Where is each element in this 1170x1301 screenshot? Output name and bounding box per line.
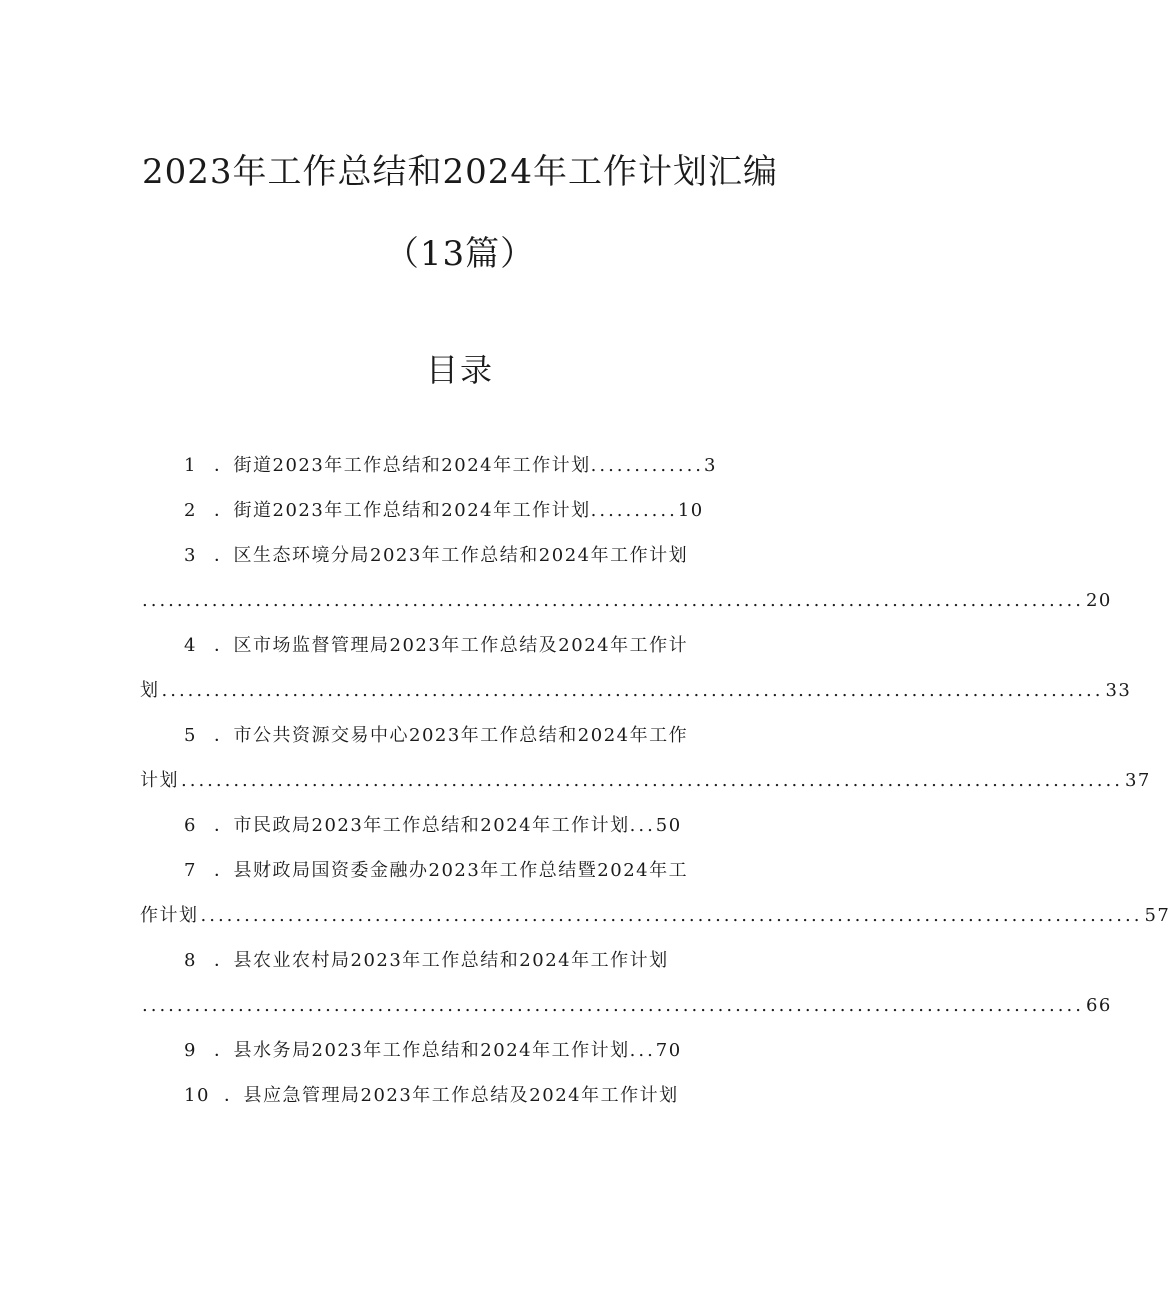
toc-entry-7-continuation[interactable]: [140, 903, 1170, 929]
toc-entry-page: 37: [1124, 770, 1151, 791]
toc-leader-dots: ............................................................................................................: [142, 995, 1084, 1016]
document-subtitle-count: （13篇）: [384, 234, 536, 274]
toc-entry-10[interactable]: [184, 1083, 679, 1109]
toc-entry-8-continuation[interactable]: [140, 993, 1112, 1019]
toc-entry-9[interactable]: [184, 1038, 682, 1064]
toc-entry-page: 57: [1144, 905, 1170, 926]
toc-entry-number: 10: [184, 1085, 210, 1106]
toc-entry-title: ．区市场监督管理局2023年工作总结及2024年工作计: [214, 635, 689, 656]
toc-entry-number: 6: [184, 815, 197, 836]
toc-entry-6[interactable]: [184, 813, 682, 839]
toc-entry-page: 20: [1085, 590, 1112, 611]
toc-entry-number: 4: [184, 635, 197, 656]
toc-entry-number: 3: [184, 545, 197, 566]
toc-entry-number: 5: [184, 725, 197, 746]
toc-entry-title: ．街道2023年工作总结和2024年工作计划: [214, 455, 591, 476]
toc-entry-page: 33: [1105, 680, 1132, 701]
toc-leader-dots: ............................................................................................................: [161, 680, 1104, 701]
toc-leader-dots: ............................................................................................................: [142, 590, 1084, 611]
toc-entry-title-cont: 划: [140, 680, 160, 701]
toc-entry-title: ．县财政局国资委金融办2023年工作总结暨2024年工: [214, 860, 689, 881]
toc-entry-title: ．市民政局2023年工作总结和2024年工作计划: [214, 815, 630, 836]
toc-entry-number: 1: [184, 455, 197, 476]
toc-entry-number: 7: [184, 860, 197, 881]
toc-entry-3-continuation[interactable]: [140, 588, 1112, 614]
toc-entry-title: ．市公共资源交易中心2023年工作总结和2024年工作: [214, 725, 689, 746]
toc-entry-4-continuation[interactable]: [140, 678, 1132, 704]
toc-entry-title-cont: 作计划: [140, 905, 199, 926]
toc-leader-dots: ..........: [590, 500, 678, 521]
toc-entry-number: 9: [184, 1040, 197, 1061]
toc-entry-title: ．街道2023年工作总结和2024年工作计划: [214, 500, 591, 521]
toc-entry-5-continuation[interactable]: [140, 768, 1151, 794]
toc-leader-dots: ...: [629, 1040, 656, 1061]
toc-leader-dots: ............................................................................................................: [181, 770, 1123, 791]
toc-entry-title: ．县水务局2023年工作总结和2024年工作计划: [214, 1040, 630, 1061]
toc-entry-1[interactable]: [184, 453, 717, 479]
toc-entry-page: 50: [655, 815, 682, 836]
toc-heading: 目录: [425, 351, 494, 389]
toc-entry-5[interactable]: [184, 723, 688, 749]
toc-entry-7[interactable]: [184, 858, 688, 884]
toc-entry-3[interactable]: [184, 543, 688, 569]
toc-entry-8[interactable]: [184, 948, 669, 974]
toc-entry-title: ．县应急管理局2023年工作总结及2024年工作计划: [224, 1085, 679, 1106]
toc-leader-dots: ............................................................................................................: [200, 905, 1143, 926]
toc-entry-page: 10: [677, 500, 704, 521]
toc-entry-page: 66: [1085, 995, 1112, 1016]
toc-leader-dots: .............: [590, 455, 705, 476]
toc-entry-number: 2: [184, 500, 197, 521]
document-title: 2023年工作总结和2024年工作计划汇编: [141, 152, 779, 192]
toc-entry-title: ．区生态环境分局2023年工作总结和2024年工作计划: [214, 545, 689, 566]
toc-entry-page: 3: [704, 455, 717, 476]
toc-entry-4[interactable]: [184, 633, 688, 659]
toc-entry-title: ．县农业农村局2023年工作总结和2024年工作计划: [214, 950, 669, 971]
toc-entry-title-cont: 计划: [140, 770, 179, 791]
toc-entry-page: 70: [655, 1040, 682, 1061]
toc-entry-number: 8: [184, 950, 197, 971]
toc-entry-2[interactable]: [184, 498, 704, 524]
toc-leader-dots: ...: [629, 815, 656, 836]
